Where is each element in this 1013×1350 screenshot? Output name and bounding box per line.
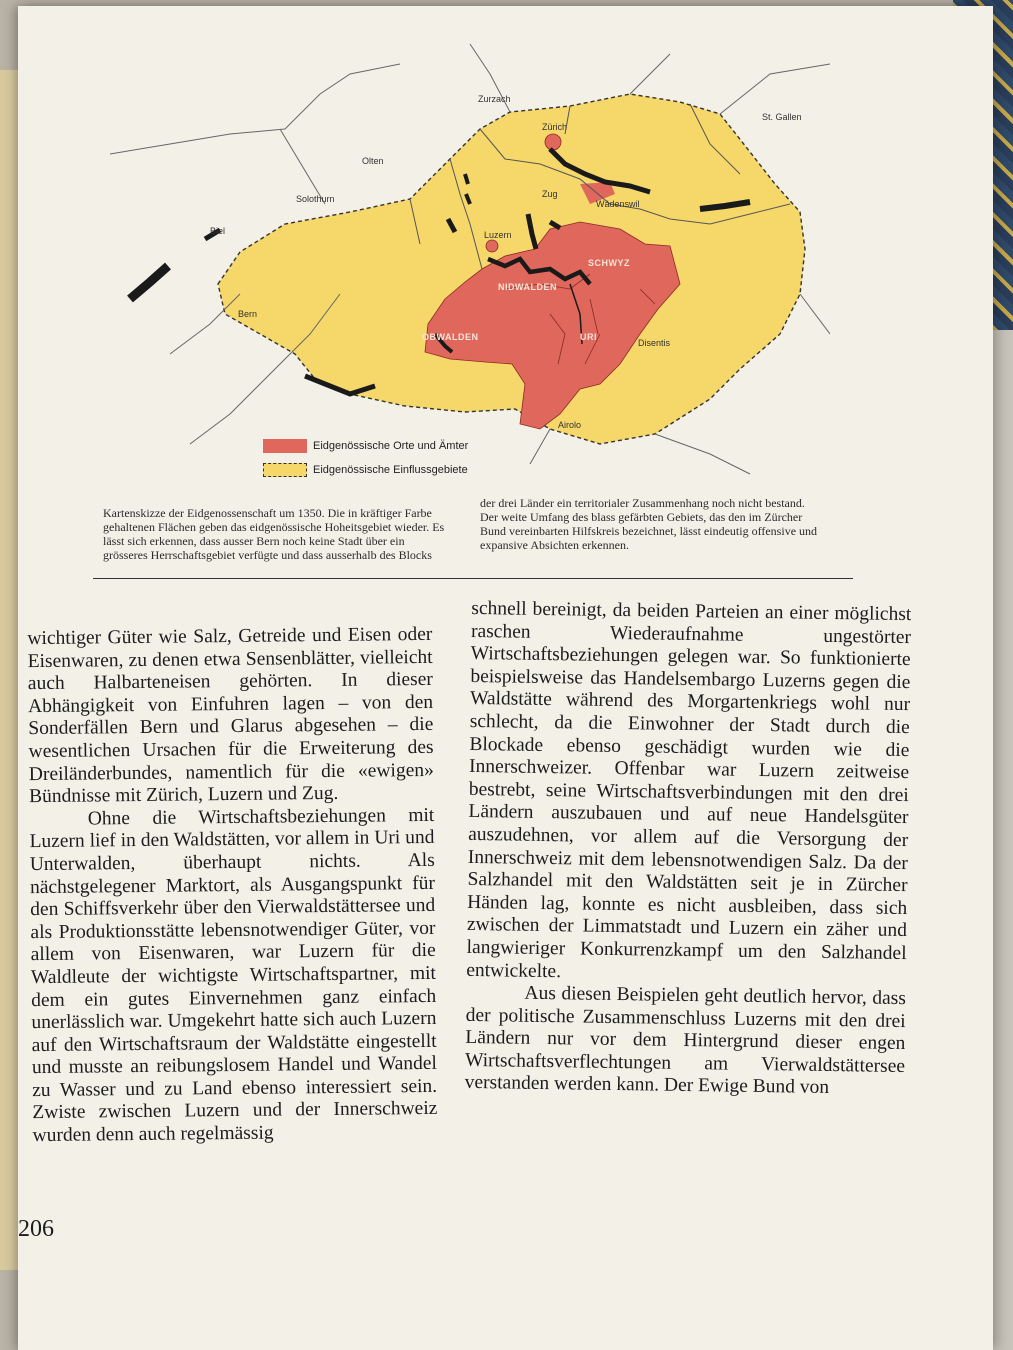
body-column-left [27, 624, 437, 1148]
paragraph: Aus diesen Beispielen geht deutlich hervor, dass der politische Zusammenschluss Luzerns mit den drei Ländern nur vor dem Hintergrund dieser engen Wirtschaftsverflechtungen am Vierwaldstättersee verstanden werden kann. Der Ewige Bund von [464, 982, 907, 1099]
map-graphic [110, 34, 830, 504]
historical-map [110, 34, 830, 504]
place-wadenswil: Wädenswil [596, 199, 640, 209]
paragraph: schnell bereinigt, da beiden Parteien an einer möglichst raschen Wiederaufnahme ungestörter Wirtschaftsbeziehungen gelegen war. So funktionierte beispielsweise das Handelsembargo Luzerns gegen die Waldstätte während des Morgartenkriegs wohl nur schlecht, da die Einwohner der Stadt durch die Blockade ebenso geschädigt wurden wie die Innerschweizer. Offenbar war Luzern zeitweise bestrebt, seine Wirtschaftsverbindungen mit den drei Ländern auszubauen und auf neue Handelsgüter auszudehnen, vor allem auf die Versorgung der Innerschweiz mit dem lebensnotwendigen Salz. Da der Salzhandel mit den Waldstätten seit je in Zürcher Händen lag, konnte es nicht ausbleiben, dass sich zwischen der Limmatstadt und Luzern ein zäher und langwieriger Konkurrenzkampf um den Salzhandel entwickelte. [466, 597, 912, 982]
lake-neuchatel [130, 266, 168, 299]
place-airolo: Airolo [558, 420, 582, 430]
place-zurzach: Zurzach [478, 94, 511, 104]
map-caption-right: der drei Länder ein territorialer Zusammenhang noch nicht bestand. Der weite Umfang des blass gefärbten Gebiets, das den im Zürcher Bund vereinbarten Hilfskreis bezeichnet, lässt eindeutig offensive und expansive Absichten erkennen. [480, 496, 818, 552]
legend-item-orte [263, 434, 468, 458]
body-column-right [465, 598, 912, 1101]
place-zug: Zug [542, 189, 558, 199]
place-bern: Bern [238, 309, 258, 319]
region-schwyz: SCHWYZ [588, 258, 630, 268]
caption-divider [93, 578, 853, 579]
place-olten: Olten [362, 156, 384, 166]
zurich-area-circle [545, 134, 561, 150]
book-page [18, 6, 993, 1350]
place-disentis: Disentis [638, 338, 671, 348]
region-uri: URI [580, 332, 597, 342]
paragraph: Ohne die Wirtschaftsbeziehungen mit Luzern lief in den Waldstätten, vor allem in Uri und Unterwalden, überhaupt nichts. Als nächstgelegener Marktort, als Ausgangspunkt für den Schiffsverkehr über den Vierwaldstättersee und als Produktionsstätte lebensnotwendiger Güter, vor allem von Eisenwaren, war Luzern für die Waldleute der wichtigste Wirtschaftspartner, mit dem ein gutes Einvernehmen ganz einfach unerlässlich war. Umgekehrt hatte sich auch Luzern auf den Wirtschaftsraum der Waldstätte eingestellt und musste an reibungslosem Handel und Wandel zu Wasser und zu Land ebenso interessiert sein. Zwiste zwischen Luzern und der Innerschweiz wurden denn auch regelmässig [29, 804, 438, 1147]
luzern-area-circle [486, 240, 498, 252]
region-nidwalden: NIDWALDEN [498, 282, 557, 292]
region-obwalden: OBWALDEN [422, 332, 479, 342]
place-zurich: Zürich [542, 122, 568, 132]
place-luzern: Luzern [484, 230, 512, 240]
legend-swatch-orte [263, 439, 307, 453]
page-number: 206 [18, 1216, 54, 1242]
place-st-gallen: St. Gallen [762, 112, 802, 122]
place-solothurn: Solothurn [296, 194, 335, 204]
legend-swatch-einfluss [263, 463, 307, 477]
legend-label-orte: Eidgenössische Orte und Ämter [313, 440, 469, 452]
map-caption-left: Kartenskizze der Eidgenossenschaft um 1350. Die in kräftiger Farbe gehaltenen Flächen geben das eidgenössische Hoheitsgebiet wieder. Es lässt sich erkennen, dass ausser Bern noch keine Stadt über ein grösseres Herrschaftsgebiet verfügte und dass ausserhalb des Blocks [103, 506, 445, 562]
legend-label-einfluss: Eidgenössische Einflussgebiete [313, 464, 468, 476]
paragraph: wichtiger Güter wie Salz, Getreide und Eisen oder Eisenwaren, zu denen etwa Sensenblätter, vielleicht auch Halbarteneisen gehörten. In dieser Abhängigkeit von Einfuhren lagen – von den Sonderfällen Bern und Glarus abgesehen – die wesentlichen Ursachen für die Erweiterung des Dreiländerbundes, namentlich für die «ewigen» Bündnisse mit Zürich, Luzern und Zug. [27, 623, 434, 808]
place-biel: Biel [210, 226, 226, 236]
map-legend [263, 434, 468, 482]
legend-item-einfluss [263, 458, 468, 482]
